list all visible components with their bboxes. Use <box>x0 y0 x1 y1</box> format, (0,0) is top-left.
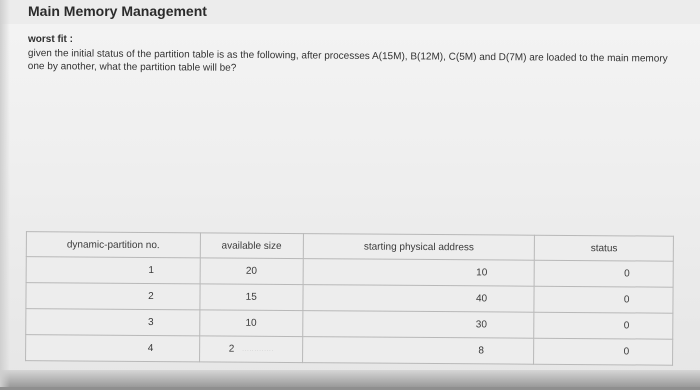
available-size-cell: 10 <box>200 310 303 337</box>
starting-address-cell: 30 <box>302 311 534 339</box>
bottom-shadow <box>0 370 700 387</box>
available-size-cell: 15 <box>200 284 303 311</box>
partition-no-cell: 4 <box>26 335 200 362</box>
partition-no-cell: 3 <box>26 309 200 336</box>
status-cell: 0 <box>534 338 673 365</box>
page-title: Main Memory Management <box>28 3 207 19</box>
starting-address-cell: 10 <box>303 259 535 287</box>
partition-no-cell: 2 <box>26 283 200 310</box>
question-label: worst fit : <box>28 34 73 45</box>
available-size-value: 2 <box>228 343 235 355</box>
partition-table-container <box>0 225 700 390</box>
partition-table <box>25 231 674 366</box>
available-size-cell: 20 <box>200 258 303 285</box>
status-cell: 0 <box>535 260 674 287</box>
left-shadow <box>0 0 10 387</box>
starting-address-cell: 40 <box>303 285 535 313</box>
status-cell: 0 <box>534 286 673 313</box>
question-text: given the initial status of the partition table is as the following, after processes A(15M), B(12M), C(5M) and D(7M) are loaded to the main memory one by another, what the partition table will be? <box>27 47 668 74</box>
column-header-partition-no: dynamic-partition no. <box>26 232 200 258</box>
available-size-cell <box>199 336 302 363</box>
watermark-overlay: · · · · · · · · · · · · · <box>242 347 274 353</box>
table-row <box>26 335 673 366</box>
column-header-starting-address: starting physical address <box>303 234 535 261</box>
partition-no-cell: 1 <box>26 257 200 284</box>
column-header-available-size: available size <box>200 233 303 259</box>
status-cell: 0 <box>534 312 673 339</box>
starting-address-cell: 8 <box>302 337 534 365</box>
column-header-status: status <box>535 235 674 261</box>
